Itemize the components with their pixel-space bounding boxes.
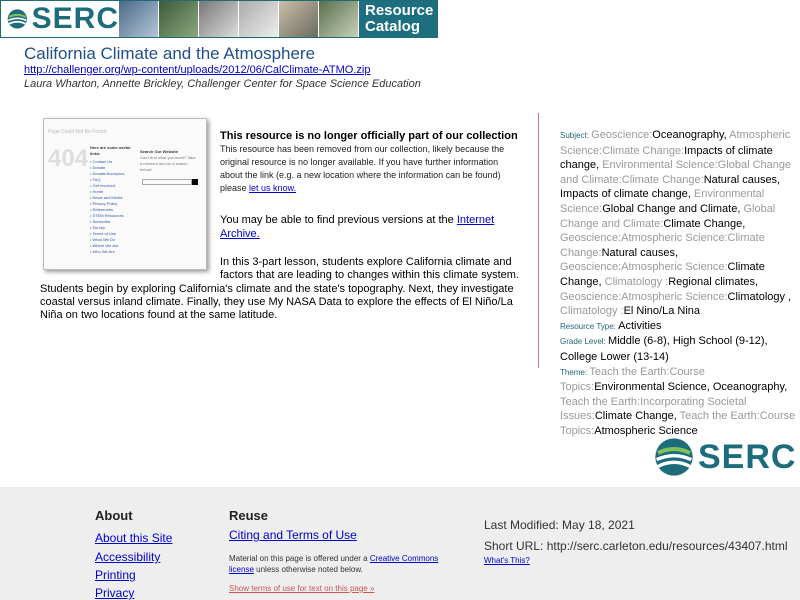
resource-authors: Laura Wharton, Annette Brickley, Challenger Center for Space Science Education bbox=[24, 78, 421, 90]
header-banner bbox=[0, 0, 438, 38]
metadata-path: Climatology : bbox=[560, 305, 624, 318]
metadata-term: Natural causes, Impacts of climate change, bbox=[560, 173, 781, 201]
metadata-path: Environmental Science: bbox=[560, 188, 765, 215]
let-us-know-link[interactable]: let us know. bbox=[249, 183, 297, 193]
metadata-path: Environmental Science:Global Change and Climate:Climate Change: bbox=[560, 159, 792, 186]
internet-archive-link[interactable]: Internet Archive. bbox=[220, 214, 495, 240]
resource-type-value: Activities bbox=[618, 319, 662, 332]
archive-note bbox=[220, 213, 520, 241]
theme-block: Theme: Teach the Earth:Course Topics:Environmental Science, Oceanography, Teach the Earth:Incorporating Societal Issues:Climate Change, Teach the Earth:Course Topics:Atmospheric Science bbox=[560, 365, 796, 437]
reuse-text-b: unless otherwise noted below. bbox=[256, 565, 363, 574]
serc-wave-icon bbox=[7, 4, 28, 34]
metadata-path: Geoscience:Atmospheric Science: bbox=[560, 290, 728, 303]
thumb-link: • Donate/Anonyous bbox=[90, 171, 125, 176]
thumb-links bbox=[90, 145, 134, 255]
subject-label: Subject bbox=[560, 131, 587, 140]
grade-level-label: Grade Level bbox=[560, 337, 604, 347]
metadata-term: Environmental Science, Oceanography, bbox=[594, 381, 788, 394]
resource-url-link[interactable]: http://challenger.org/wp-content/uploads/2012/06/CalClimate-ATMO.zip bbox=[24, 64, 371, 76]
metadata-path: Teach the Earth:Course Topics: bbox=[560, 365, 705, 394]
theme-list bbox=[560, 366, 795, 437]
thumb-link: • News and Media bbox=[90, 195, 123, 200]
metadata-term: Climate Change, bbox=[594, 410, 680, 423]
footer-link-printing[interactable]: Printing bbox=[95, 568, 136, 582]
metadata-term: Regional climates, bbox=[668, 275, 759, 288]
metadata-path: Geoscience: bbox=[591, 129, 653, 141]
whats-this-link[interactable]: What's This? bbox=[484, 556, 530, 565]
metadata-path: Atmospheric Science:Climate Change: bbox=[560, 129, 791, 157]
thumb-link: • Privacy Policy bbox=[90, 201, 118, 206]
header-photo bbox=[119, 1, 159, 37]
footer-logo-text: SERC bbox=[698, 437, 797, 476]
header-photo-strip bbox=[119, 1, 359, 37]
header-photo bbox=[159, 1, 199, 37]
serc-wave-icon bbox=[654, 437, 694, 477]
serc-logo[interactable] bbox=[1, 1, 119, 37]
metadata-term: Global Change and Climate, bbox=[602, 202, 744, 215]
subject-list bbox=[560, 129, 791, 317]
header-photo bbox=[279, 1, 319, 37]
metadata-term: Impacts of climate change, bbox=[560, 144, 773, 172]
thumb-search-button bbox=[192, 179, 198, 185]
thumb-link: • STEM Resources bbox=[90, 213, 124, 218]
thumb-link: • What We Do bbox=[90, 237, 116, 242]
short-url: Short URL: http://serc.carleton.edu/resources/43407.html bbox=[484, 539, 788, 553]
show-terms-link[interactable]: Show terms of use for text on this page » bbox=[229, 584, 375, 593]
thumb-search-text: Can't find what you need? Take a moment and do a search below! bbox=[140, 155, 196, 172]
site-footer bbox=[0, 487, 800, 600]
thumb-link: • FAQ bbox=[90, 177, 101, 182]
footer-link-about[interactable]: About this Site bbox=[95, 531, 173, 545]
footer-link-accessibility[interactable]: Accessibility bbox=[95, 550, 161, 564]
metadata-path: Teach the Earth:Incorporating Societal Issues: bbox=[560, 395, 747, 423]
header-photo bbox=[199, 1, 239, 37]
archive-text: You may be able to find previous versions at the bbox=[220, 214, 454, 226]
citing-terms-link[interactable]: Citing and Terms of Use bbox=[229, 528, 357, 542]
resource-thumbnail bbox=[43, 118, 207, 270]
catalog-line2: Catalog bbox=[365, 18, 421, 35]
thumb-page-title: Page Could Not Be Found bbox=[48, 129, 107, 135]
header-photo bbox=[239, 1, 279, 37]
logo-text: SERC bbox=[31, 2, 119, 35]
about-heading: About bbox=[95, 508, 133, 523]
creative-commons-link[interactable]: Creative Commons bbox=[369, 554, 439, 563]
metadata-path: Global Change and Climate: bbox=[560, 202, 776, 230]
grade-level-value: Middle (6-8), High School (9-12), College Lower (13-14) bbox=[560, 335, 768, 363]
notice-body: This resource has been removed from our collection, likely because the original resource is no longer available. If you have further information about the link (e.g. a new location where the information can be found) please bbox=[220, 144, 505, 193]
thumb-link: • Donate bbox=[90, 165, 106, 170]
grade-level-block: Grade Level: Middle (6-8), High School (9-12), College Lower (13-14) bbox=[560, 335, 768, 363]
license-link[interactable]: license bbox=[229, 565, 254, 574]
description-part2: Students begin by exploring California's climate and the state's topography. Next, they investigate coastal versus inland climate. Finally, they use My NASA Data to explore the effects of El Niño/La Niña on two locations found at the same latitude. bbox=[40, 283, 514, 321]
theme-label: Theme bbox=[560, 367, 585, 377]
metadata-term: Oceanography, bbox=[652, 129, 730, 141]
reuse-heading: Reuse bbox=[229, 508, 269, 523]
thumb-search-box bbox=[142, 179, 192, 185]
subject-block: Subject: Geoscience:Oceanography, Atmospheric Science:Climate Change:Impacts of climate change, Environmental Science:Global Change and Climate:Climate Change:Natural causes, Impacts of climate change, Environmental Science:Global Change and Climate, Global Change and Climate:Climate Change, Geoscience:Atmospheric Science:Climate Change:Natural causes, Geoscience:Atmospheric Science:Climate Change, Climatology :Regional climates, Geoscience:Atmospheric Science:Climatology , Climatology :El Nino/La Nina bbox=[560, 129, 792, 318]
metadata-path: Geoscience:Atmospheric Science:Climate Change: bbox=[560, 232, 765, 259]
resource-metadata bbox=[560, 128, 800, 438]
metadata-term: Climate Change, bbox=[560, 261, 765, 288]
column-divider bbox=[538, 113, 539, 368]
resource-type-label: Resource Type bbox=[560, 321, 614, 331]
thumb-link: • Where We Are bbox=[90, 243, 119, 248]
metadata-path: Teach the Earth:Course Topics: bbox=[560, 410, 796, 437]
reuse-license-text bbox=[229, 553, 469, 575]
metadata-term: Atmospheric Science bbox=[594, 424, 698, 437]
description-part1: In this 3-part lesson, students explore California climate and factors that are leading to changes within this climate system. bbox=[220, 256, 519, 281]
thumb-link: • Terms of Use bbox=[90, 231, 116, 236]
removed-notice bbox=[220, 130, 520, 195]
thumb-search-heading: Search Our Website bbox=[140, 149, 178, 154]
header-photo bbox=[319, 1, 359, 37]
thumb-link: • Get Involved bbox=[90, 183, 115, 188]
notice-heading: This resource is no longer officially part of our collection bbox=[220, 130, 518, 142]
thumb-link: • Contact Us bbox=[90, 159, 113, 164]
thumb-link: • Subscribe bbox=[90, 219, 111, 224]
serc-footer-logo[interactable] bbox=[654, 437, 796, 477]
metadata-term: Climatology , bbox=[727, 290, 792, 303]
thumb-search bbox=[140, 149, 196, 173]
metadata-path: Climatology : bbox=[604, 275, 669, 288]
thumb-link: • Home bbox=[90, 189, 104, 194]
thumb-link: • References bbox=[90, 207, 113, 212]
resource-type-block: Resource Type: Activities bbox=[560, 319, 662, 332]
last-modified: Last Modified: May 18, 2021 bbox=[484, 518, 635, 532]
footer-link-privacy[interactable]: Privacy bbox=[95, 586, 135, 600]
page-title: California Climate and the Atmosphere bbox=[24, 44, 316, 63]
thumb-link-list bbox=[90, 159, 134, 255]
thumb-404: 404 bbox=[48, 145, 89, 172]
metadata-term: El Nino/La Nina bbox=[623, 305, 701, 318]
metadata-term: Natural causes, bbox=[601, 246, 679, 259]
catalog-line1: Resource bbox=[365, 2, 434, 19]
thumb-link: • Survey bbox=[90, 225, 105, 230]
thumb-links-heading: Here are some useful links: bbox=[90, 145, 131, 156]
metadata-term: Climate Change, bbox=[663, 217, 746, 230]
resource-catalog-label[interactable] bbox=[359, 1, 437, 37]
thumb-link: • Who We Are bbox=[90, 249, 115, 254]
metadata-path: Geoscience:Atmospheric Science: bbox=[560, 261, 728, 274]
reuse-text-a: Material on this page is offered under a bbox=[229, 554, 368, 563]
